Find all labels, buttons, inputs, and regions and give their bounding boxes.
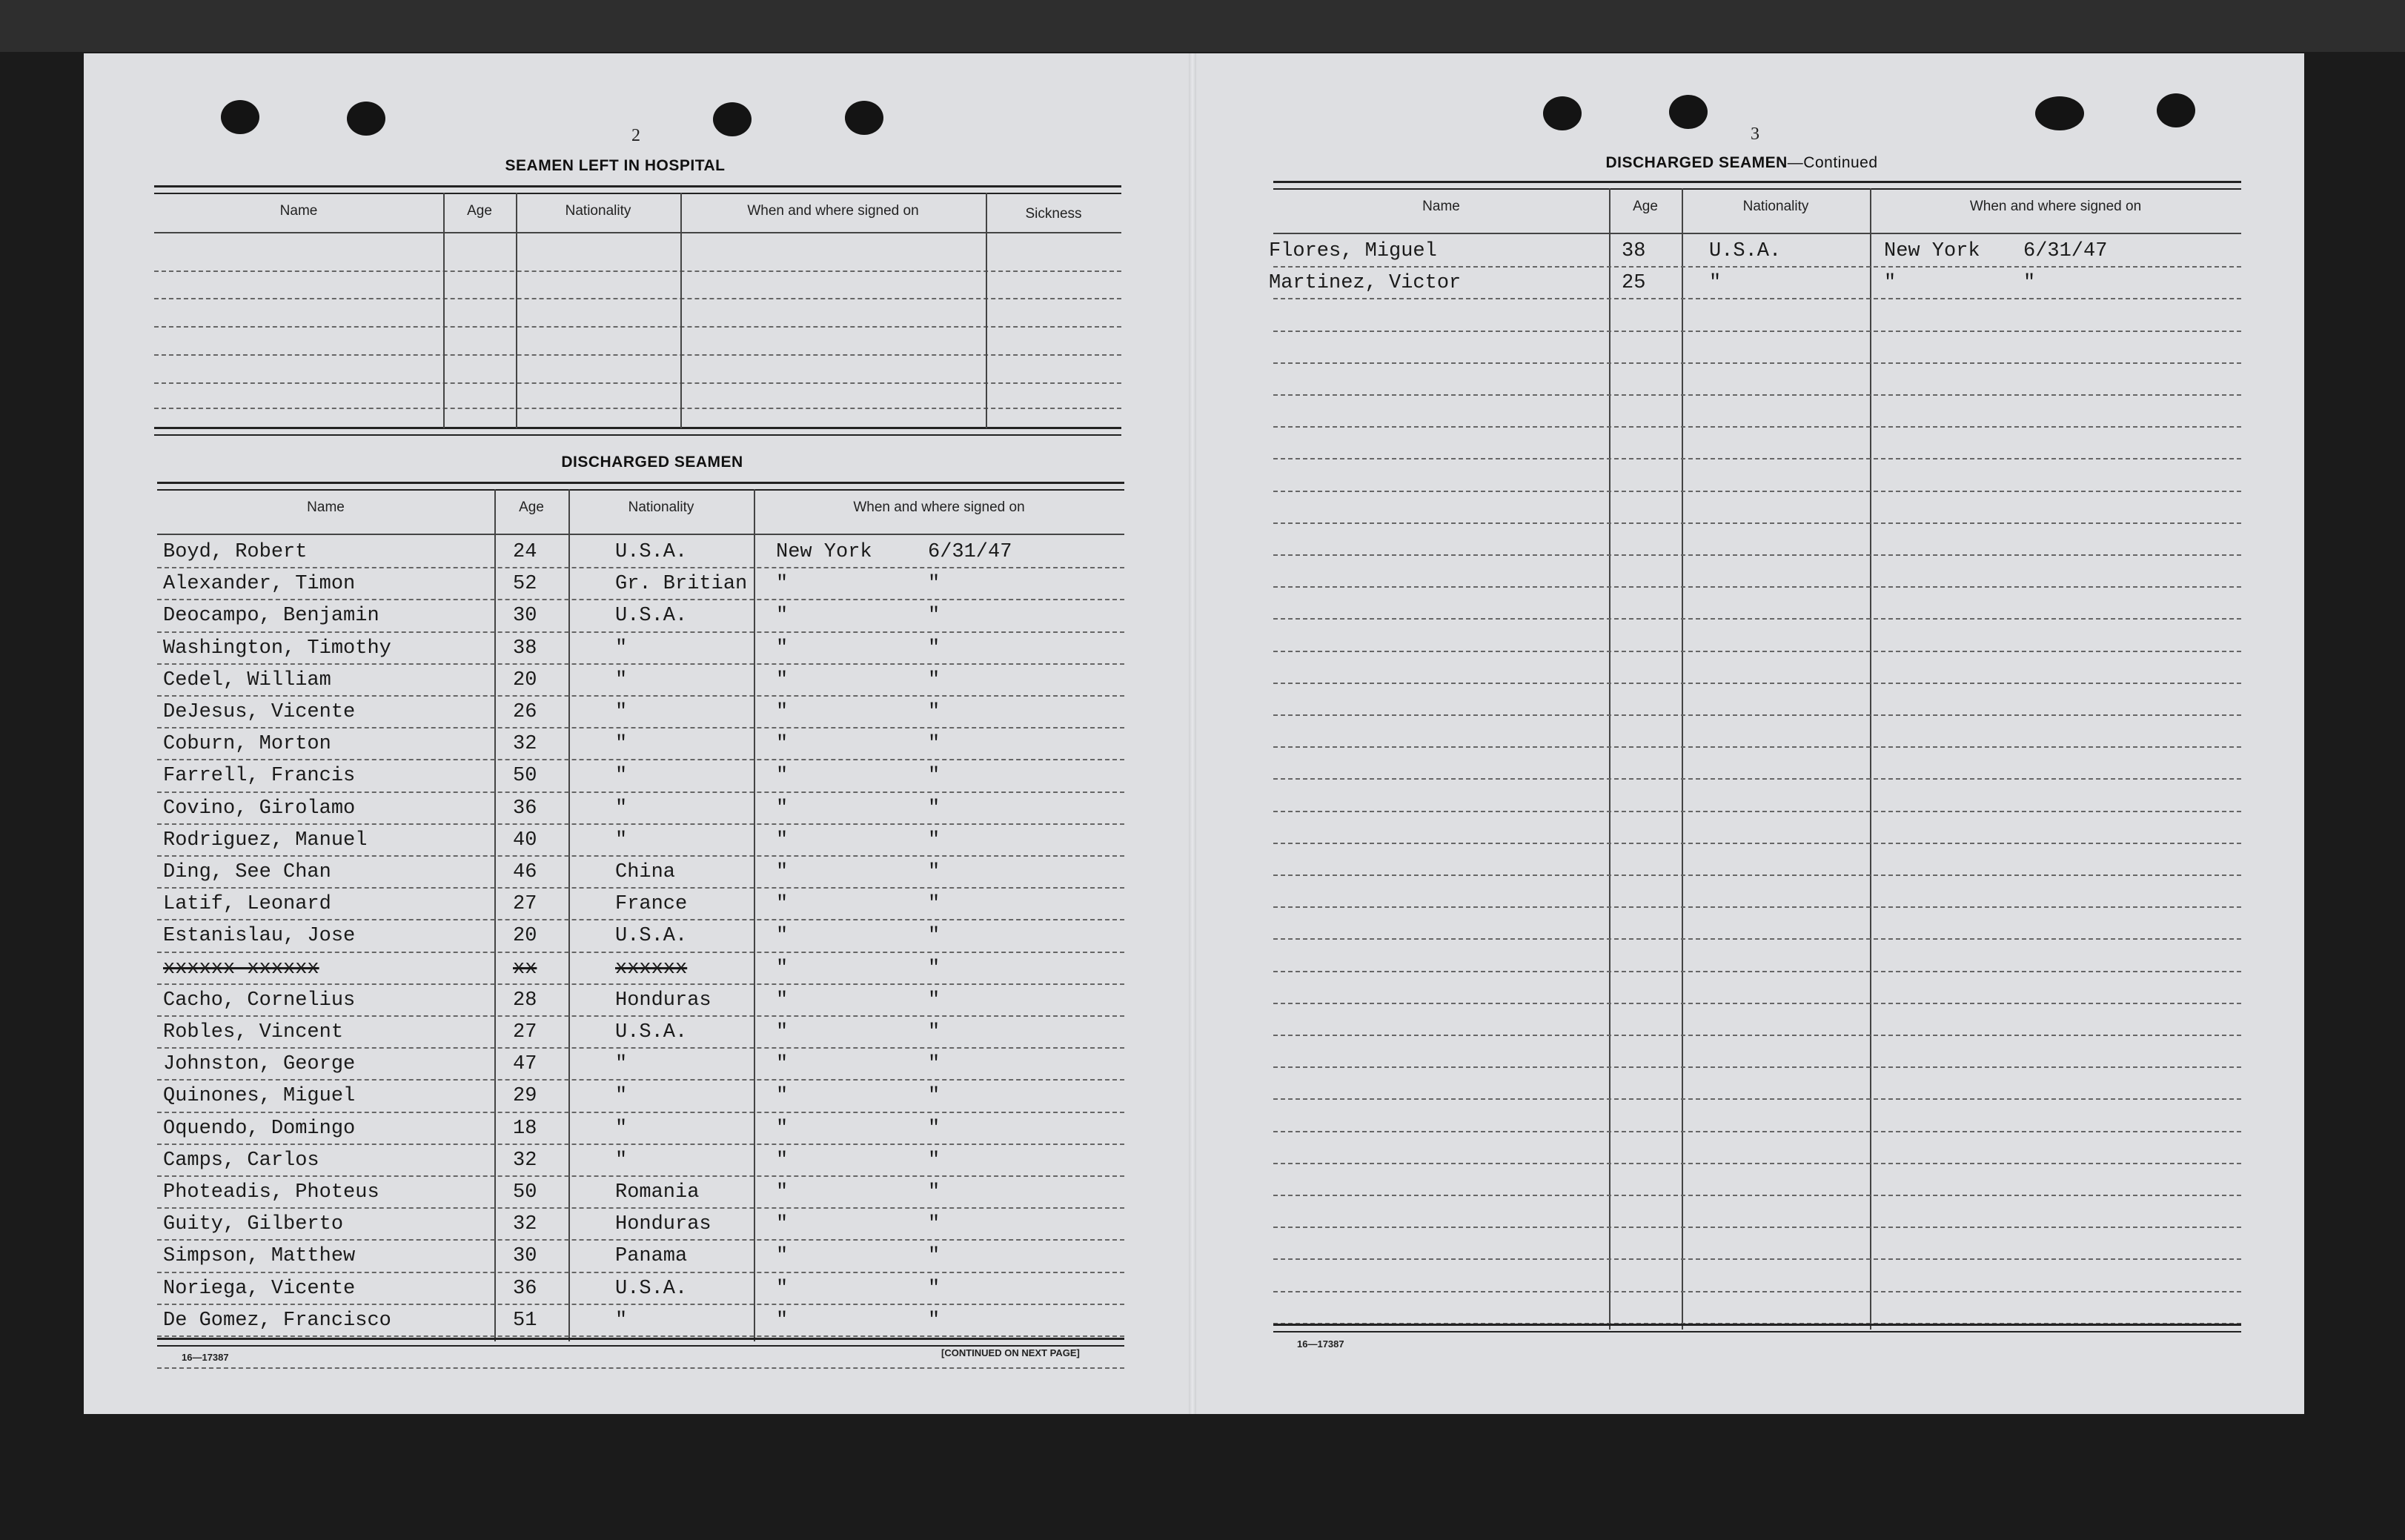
- seaman-nationality: Panama: [615, 1245, 688, 1268]
- page-number-left: 2: [631, 126, 640, 145]
- seaman-nationality: ": [615, 668, 628, 691]
- header-nationality: Nationality: [628, 499, 694, 515]
- row-rule: [1273, 746, 2241, 748]
- seaman-name: Guity, Gilberto: [163, 1213, 344, 1236]
- discharged-table-header: [157, 489, 1124, 526]
- signed-on-place: ": [776, 1085, 789, 1108]
- row-rule: [157, 855, 1124, 857]
- seaman-name: Deocampo, Benjamin: [163, 605, 379, 628]
- seaman-name: Cacho, Cornelius: [163, 989, 356, 1012]
- seaman-nationality: Romania: [615, 1181, 700, 1204]
- signed-on-date: ": [928, 573, 941, 596]
- discharged-section-title: DISCHARGED SEAMEN: [561, 454, 743, 471]
- seaman-age: 38: [1622, 240, 1646, 262]
- punch-hole: [713, 102, 752, 136]
- row-rule: [1273, 1035, 2241, 1036]
- row-rule: [157, 1207, 1124, 1209]
- punch-hole: [2035, 96, 2084, 130]
- seaman-name: Covino, Girolamo: [163, 797, 356, 820]
- seaman-name: Robles, Vincent: [163, 1021, 344, 1043]
- signed-on-date: ": [928, 1181, 941, 1204]
- seaman-age: 20: [513, 925, 537, 948]
- row-rule: [1273, 1258, 2241, 1260]
- seaman-nationality: Honduras: [615, 1213, 711, 1236]
- seaman-name: Coburn, Morton: [163, 733, 331, 756]
- header-name: Name: [1422, 199, 1460, 214]
- seaman-nationality: U.S.A.: [615, 1277, 688, 1300]
- seaman-age: 32: [513, 1149, 537, 1172]
- seaman-nationality: Honduras: [615, 989, 711, 1012]
- signed-on-date: ": [928, 957, 941, 980]
- seaman-age: 46: [513, 861, 537, 883]
- seaman-nationality: ": [615, 701, 628, 723]
- header-signed-on: When and where signed on: [853, 499, 1025, 515]
- row-rule: [1273, 843, 2241, 844]
- row-rule: [1273, 1163, 2241, 1164]
- row-rule: [1273, 266, 2241, 268]
- signed-on-date: ": [928, 925, 941, 948]
- row-rule: [1273, 1131, 2241, 1132]
- signed-on-date: ": [928, 701, 941, 723]
- seaman-nationality: ": [615, 829, 628, 852]
- signed-on-place: ": [776, 797, 789, 820]
- row-rule: [157, 1304, 1124, 1305]
- seaman-name: DeJesus, Vicente: [163, 701, 356, 723]
- hospital-table: [154, 185, 1121, 434]
- seaman-name: xxxxxx xxxxxx: [163, 957, 319, 980]
- row-rule: [1273, 426, 2241, 428]
- seaman-age: 36: [513, 1277, 537, 1300]
- seaman-age: 50: [513, 1181, 537, 1204]
- signed-on-date: ": [928, 829, 941, 852]
- seaman-nationality: U.S.A.: [615, 1021, 688, 1043]
- signed-on-place: ": [776, 893, 789, 916]
- discharged-continued-title-main: DISCHARGED SEAMEN: [1605, 154, 1788, 171]
- seaman-nationality: U.S.A.: [1709, 240, 1782, 262]
- row-rule: [1273, 394, 2241, 396]
- seaman-age: 18: [513, 1117, 537, 1140]
- signed-on-place: New York: [776, 541, 872, 563]
- signed-on-place: ": [776, 925, 789, 948]
- seaman-age: 52: [513, 573, 537, 596]
- row-rule: [157, 823, 1124, 825]
- row-rule: [157, 727, 1124, 728]
- seaman-name: Martinez, Victor: [1269, 272, 1462, 295]
- signed-on-place: ": [776, 765, 789, 788]
- continued-table-header: [1273, 188, 2241, 225]
- seaman-nationality: ": [615, 1117, 628, 1140]
- signed-on-place: ": [1884, 272, 1897, 295]
- signed-on-date: ": [928, 1053, 941, 1076]
- row-rule: [1273, 1098, 2241, 1100]
- scanner-edge: [0, 0, 2405, 52]
- signed-on-place: New York: [1884, 240, 1980, 262]
- seaman-name: Farrell, Francis: [163, 765, 356, 788]
- seaman-nationality: ": [615, 1309, 628, 1332]
- row-rule: [157, 567, 1124, 568]
- row-rule: [1273, 971, 2241, 972]
- signed-on-place: ": [776, 1245, 789, 1268]
- row-rule: [1273, 938, 2241, 940]
- signed-on-date: ": [928, 893, 941, 916]
- row-rule: [157, 1015, 1124, 1017]
- signed-on-date: ": [928, 1021, 941, 1043]
- signed-on-place: ": [776, 605, 789, 628]
- row-rule: [1273, 491, 2241, 492]
- row-rule: [157, 983, 1124, 985]
- row-rule: [1273, 298, 2241, 299]
- seaman-nationality: China: [615, 861, 676, 883]
- seaman-nationality: Gr. Britian: [615, 573, 748, 596]
- row-rule: [1273, 331, 2241, 332]
- signed-on-date: ": [928, 668, 941, 691]
- signed-on-place: ": [776, 989, 789, 1012]
- signed-on-place: ": [776, 1053, 789, 1076]
- seaman-name: Oquendo, Domingo: [163, 1117, 356, 1140]
- signed-on-date: ": [928, 1085, 941, 1108]
- header-nationality: Nationality: [565, 203, 631, 219]
- signed-on-date: ": [2023, 272, 2036, 295]
- row-rule: [157, 1144, 1124, 1145]
- row-rule: [157, 1047, 1124, 1049]
- page-number-right: 3: [1751, 125, 1759, 144]
- seaman-name: Alexander, Timon: [163, 573, 356, 596]
- row-rule: [1273, 906, 2241, 908]
- seaman-nationality: ": [1709, 272, 1722, 295]
- seaman-age: 27: [513, 1021, 537, 1043]
- row-rule: [157, 919, 1124, 920]
- row-rule: [157, 759, 1124, 760]
- row-rule: [157, 1239, 1124, 1241]
- seaman-name: Flores, Miguel: [1269, 240, 1437, 262]
- signed-on-date: ": [928, 861, 941, 883]
- row-rule: [1273, 554, 2241, 556]
- header-sickness: Sickness: [1025, 206, 1082, 222]
- seaman-nationality: ": [615, 797, 628, 820]
- seaman-nationality: U.S.A.: [615, 605, 688, 628]
- signed-on-date: ": [928, 1117, 941, 1140]
- seaman-age: 40: [513, 829, 537, 852]
- seaman-age: 20: [513, 668, 537, 691]
- seaman-age: 25: [1622, 272, 1646, 295]
- signed-on-date: ": [928, 637, 941, 660]
- punch-hole: [2157, 93, 2195, 127]
- seaman-name: Noriega, Vicente: [163, 1277, 356, 1300]
- seaman-nationality: xxxxxx: [615, 957, 688, 980]
- seaman-name: Camps, Carlos: [163, 1149, 319, 1172]
- seaman-nationality: ": [615, 733, 628, 756]
- seaman-nationality: ": [615, 637, 628, 660]
- row-rule: [1273, 811, 2241, 812]
- seaman-age: 24: [513, 541, 537, 563]
- header-age: Age: [519, 499, 544, 515]
- row-rule: [157, 791, 1124, 793]
- signed-on-place: ": [776, 1117, 789, 1140]
- form-number-right: 16—17387: [1297, 1338, 1344, 1350]
- header-name: Name: [279, 203, 318, 219]
- seaman-age: 50: [513, 765, 537, 788]
- seaman-nationality: U.S.A.: [615, 925, 688, 948]
- punch-hole: [347, 102, 385, 136]
- page-fold: [1189, 53, 1196, 1414]
- signed-on-place: ": [776, 1277, 789, 1300]
- row-rule: [1273, 874, 2241, 876]
- signed-on-place: ": [776, 637, 789, 660]
- punch-hole: [845, 101, 883, 135]
- seaman-age: 36: [513, 797, 537, 820]
- signed-on-date: ": [928, 1213, 941, 1236]
- seaman-nationality: ": [615, 765, 628, 788]
- row-rule: [157, 1367, 1124, 1369]
- signed-on-date: ": [928, 733, 941, 756]
- discharged-continued-title-suffix: —Continued: [1787, 154, 1878, 171]
- seaman-nationality: France: [615, 893, 688, 916]
- seaman-name: Quinones, Miguel: [163, 1085, 356, 1108]
- seaman-name: Simpson, Matthew: [163, 1245, 356, 1268]
- row-rule: [1273, 1003, 2241, 1004]
- signed-on-place: ": [776, 861, 789, 883]
- seaman-name: Latif, Leonard: [163, 893, 331, 916]
- seaman-name: Boyd, Robert: [163, 541, 308, 563]
- header-signed-on: When and where signed on: [1969, 199, 2142, 214]
- seaman-name: Ding, See Chan: [163, 861, 331, 883]
- seaman-name: Photeadis, Photeus: [163, 1181, 379, 1204]
- seaman-nationality: U.S.A.: [615, 541, 688, 563]
- row-rule: [157, 1335, 1124, 1337]
- seaman-age: 27: [513, 893, 537, 916]
- row-rule: [157, 1175, 1124, 1177]
- signed-on-place: ": [776, 668, 789, 691]
- seaman-name: Washington, Timothy: [163, 637, 391, 660]
- signed-on-place: ": [776, 1149, 789, 1172]
- discharged-table: [157, 482, 1124, 1346]
- row-rule: [1273, 618, 2241, 620]
- signed-on-date: ": [928, 1277, 941, 1300]
- signed-on-place: ": [776, 733, 789, 756]
- header-name: Name: [307, 499, 345, 515]
- row-rule: [1273, 714, 2241, 716]
- signed-on-date: ": [928, 1245, 941, 1268]
- seaman-age: xx: [513, 957, 537, 980]
- hospital-section-title: SEAMEN LEFT IN HOSPITAL: [505, 157, 726, 174]
- seaman-age: 47: [513, 1053, 537, 1076]
- seaman-age: 28: [513, 989, 537, 1012]
- header-age: Age: [1633, 199, 1658, 214]
- row-rule: [1273, 458, 2241, 459]
- seaman-age: 26: [513, 701, 537, 723]
- signed-on-place: ": [776, 1309, 789, 1332]
- signed-on-place: ": [776, 1213, 789, 1236]
- signed-on-place: ": [776, 829, 789, 852]
- signed-on-place: ": [776, 573, 789, 596]
- seaman-age: 32: [513, 733, 537, 756]
- header-nationality: Nationality: [1742, 199, 1809, 214]
- row-rule: [157, 631, 1124, 633]
- row-rule: [1273, 362, 2241, 364]
- signed-on-place: ": [776, 701, 789, 723]
- seaman-nationality: ": [615, 1053, 628, 1076]
- seaman-nationality: ": [615, 1085, 628, 1108]
- row-rule: [157, 695, 1124, 697]
- row-rule: [1273, 1291, 2241, 1292]
- row-rule: [1273, 1227, 2241, 1228]
- row-rule: [157, 1272, 1124, 1273]
- seaman-name: Estanislau, Jose: [163, 925, 356, 948]
- signed-on-date: ": [928, 797, 941, 820]
- seaman-age: 30: [513, 1245, 537, 1268]
- signed-on-place: ": [776, 1021, 789, 1043]
- form-number-left: 16—17387: [182, 1352, 229, 1363]
- row-rule: [1273, 1195, 2241, 1196]
- signed-on-date: 6/31/47: [2023, 240, 2108, 262]
- seaman-name: Johnston, George: [163, 1053, 356, 1076]
- header-age: Age: [467, 203, 492, 219]
- seaman-age: 51: [513, 1309, 537, 1332]
- signed-on-date: ": [928, 1309, 941, 1332]
- punch-hole: [221, 100, 259, 134]
- row-rule: [1273, 586, 2241, 588]
- row-rule: [157, 599, 1124, 600]
- header-signed-on: When and where signed on: [747, 203, 919, 219]
- row-rule: [157, 663, 1124, 665]
- row-rule: [157, 1112, 1124, 1113]
- signed-on-date: ": [928, 989, 941, 1012]
- row-rule: [1273, 651, 2241, 652]
- continued-note: [CONTINUED ON NEXT PAGE]: [941, 1347, 1080, 1358]
- row-rule: [1273, 1066, 2241, 1068]
- punch-hole: [1543, 96, 1582, 130]
- row-rule: [1273, 683, 2241, 684]
- row-rule: [1273, 522, 2241, 524]
- seaman-age: 38: [513, 637, 537, 660]
- row-rule: [157, 952, 1124, 953]
- seaman-name: Cedel, William: [163, 668, 331, 691]
- discharged-continued-table: [1269, 181, 2241, 1331]
- signed-on-date: ": [928, 605, 941, 628]
- signed-on-date: 6/31/47: [928, 541, 1012, 563]
- seaman-nationality: ": [615, 1149, 628, 1172]
- seaman-age: 30: [513, 605, 537, 628]
- row-rule: [157, 887, 1124, 889]
- row-rule: [157, 1079, 1124, 1081]
- seaman-age: 29: [513, 1085, 537, 1108]
- row-rule: [1273, 778, 2241, 780]
- seaman-name: De Gomez, Francisco: [163, 1309, 391, 1332]
- signed-on-place: ": [776, 1181, 789, 1204]
- hospital-table-header: [154, 193, 1121, 230]
- signed-on-date: ": [928, 765, 941, 788]
- discharged-continued-title: [1519, 154, 1964, 172]
- seaman-age: 32: [513, 1213, 537, 1236]
- signed-on-date: ": [928, 1149, 941, 1172]
- seaman-name: Rodriguez, Manuel: [163, 829, 368, 852]
- punch-hole: [1669, 95, 1708, 129]
- signed-on-place: ": [776, 957, 789, 980]
